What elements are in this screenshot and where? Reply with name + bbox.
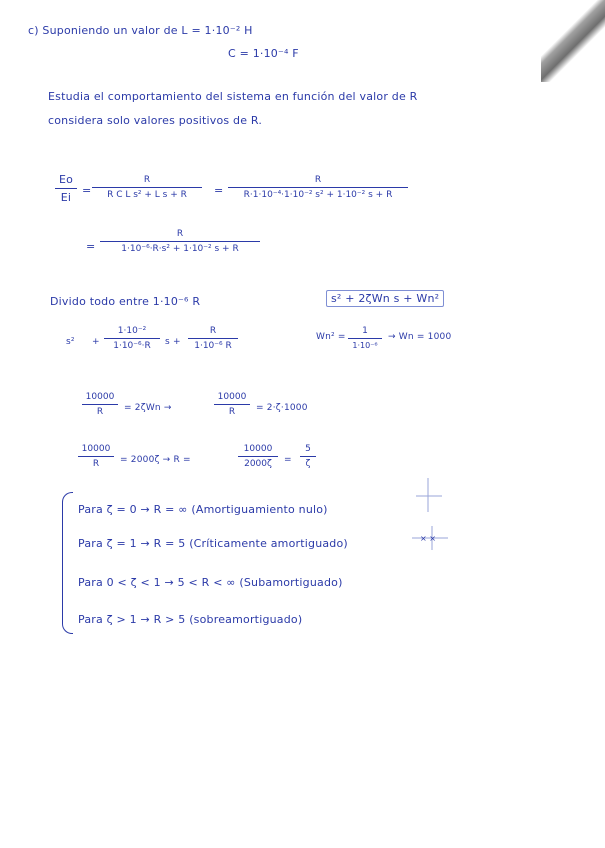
transfer-lhs [55,173,77,204]
divide-t1-den: 1·10⁻⁶·R [113,341,151,351]
transfer-f3-num: R [176,229,184,239]
zeta-frac-b [214,392,250,417]
svg-text:× ×: × × [420,534,436,543]
zeta-frac-c [78,444,114,469]
s-plus: s + [165,337,181,347]
equals-sign: = [86,240,96,253]
zeta-d-eq: = [284,455,292,465]
transfer-fraction-1 [92,175,202,200]
transfer-lhs-num: Eo [58,173,74,186]
equals-sign: = [82,184,92,197]
s-squared: s² [66,337,75,347]
zeta-c-mid: = 2000ζ → R = [120,455,191,465]
transfer-f3-den: 1·10⁻⁶·R·s² + 1·10⁻² s + R [121,244,239,254]
fraction-bar [228,187,408,188]
fraction-bar [238,456,278,457]
zeta-frac-e [300,444,316,469]
page-corner-shadow [541,0,605,82]
transfer-fraction-2 [228,175,408,200]
standard-form-box: s² + 2ζWn s + Wn² [326,290,444,307]
zeta-a-den: R [96,407,104,417]
wn-den: 1·10⁻⁶ [352,341,378,350]
cases-brace [62,492,73,634]
fraction-bar [300,456,316,457]
instructions-line1: Estudia el comportamiento del sistema en función del valor de R [48,90,418,103]
case-item: Para 0 < ζ < 1 → 5 < R < ∞ (Subamortiguado) [78,576,343,589]
fraction-bar [100,241,260,242]
zeta-frac-d [238,444,278,469]
divide-term-2 [188,326,238,351]
problem-statement-line2: C = 1·10⁻⁴ F [228,47,299,60]
transfer-f1-num: R [143,175,151,185]
fraction-bar [214,404,250,405]
divide-term-1 [104,326,160,351]
fraction-bar [92,187,202,188]
transfer-f2-num: R [314,175,322,185]
zeta-e-den: ζ [305,459,311,469]
zeta-b-rhs: = 2·ζ·1000 [256,403,308,413]
case-item: Para ζ = 0 → R = ∞ (Amortiguamiento nulo) [78,503,328,516]
wn-lhs: Wn² = [316,332,346,342]
zeta-b-den: R [228,407,236,417]
case-item: Para ζ > 1 → R > 5 (sobreamortiguado) [78,613,303,626]
fraction-bar [82,404,118,405]
fraction-bar [348,338,382,339]
transfer-f2-den: R·1·10⁻⁴·1·10⁻² s² + 1·10⁻² s + R [243,190,393,200]
fraction-bar [78,456,114,457]
transfer-fraction-3 [100,229,260,254]
wn-fraction [348,326,382,350]
transfer-f1-den: R C L s² + L s + R [107,190,187,200]
fraction-bar [55,188,77,189]
fraction-bar [188,338,238,339]
fraction-bar [104,338,160,339]
zeta-frac-a [82,392,118,417]
zeta-c-den: R [92,459,100,469]
transfer-lhs-den: Ei [60,191,72,204]
zeta-e-num: 5 [305,444,311,454]
zeta-a-num: 10000 [85,392,115,402]
pole-sketch [410,476,450,576]
divide-t1-num: 1·10⁻² [117,326,147,336]
zeta-d-den: 2000ζ [244,459,272,469]
zeta-a-mid: = 2ζWn → [124,403,172,413]
wn-num: 1 [362,326,368,336]
zeta-b-num: 10000 [217,392,247,402]
plus-sign: + [92,337,100,347]
divide-step-text: Divido todo entre 1·10⁻⁶ R [50,295,201,308]
problem-statement-line1: c) Suponiendo un valor de L = 1·10⁻² H [28,24,253,37]
wn-rhs: → Wn = 1000 [388,332,452,342]
equals-sign: = [214,184,224,197]
instructions-line2: considera solo valores positivos de R. [48,114,263,127]
divide-t2-den: 1·10⁻⁶ R [194,341,232,351]
zeta-d-num: 10000 [243,444,273,454]
case-item: Para ζ = 1 → R = 5 (Críticamente amortiguado) [78,537,348,550]
divide-t2-num: R [209,326,217,336]
zeta-c-num: 10000 [81,444,111,454]
